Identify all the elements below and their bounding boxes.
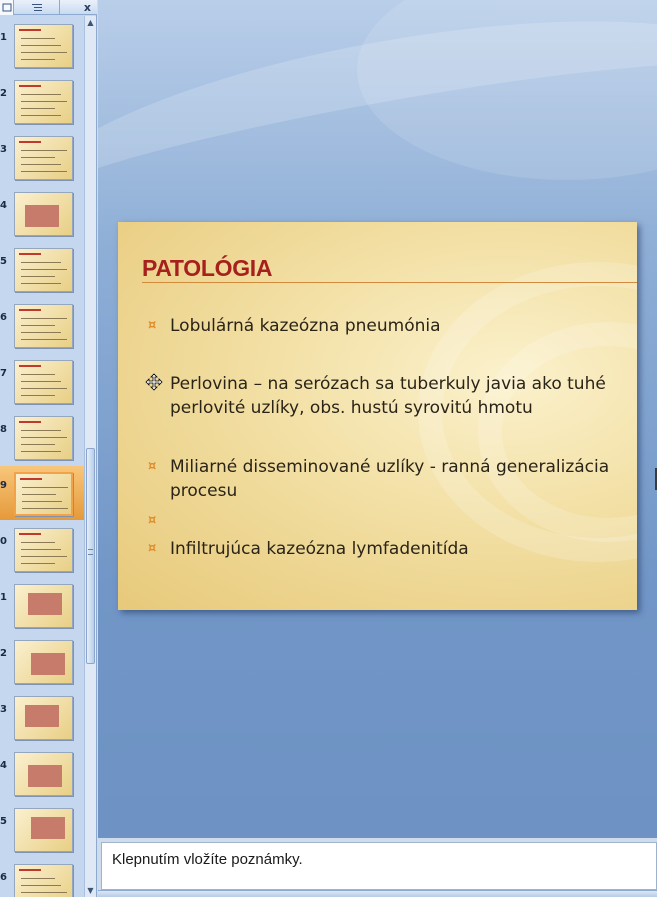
bullet-item[interactable] [148,372,618,420]
slide-editing-area [98,0,657,838]
scroll-up-arrow-icon[interactable]: ▲ [87,18,94,27]
slide-thumbnail-row[interactable] [0,130,84,180]
slide-thumbnail[interactable] [14,360,73,404]
slide-number: 4 [0,200,7,211]
slide-title[interactable]: PATOLÓGIA [142,255,273,281]
thumbnail-text-line [21,52,67,53]
thumbnail-text-line [21,381,61,382]
bullet-item[interactable] [148,455,618,503]
notes-placeholder: Klepnutím vložíte poznámky. [112,851,303,868]
tab-outline[interactable] [14,0,60,15]
thumbnail-text-line [21,269,67,270]
slide-thumbnail[interactable] [14,80,73,124]
slide-thumbnail-row[interactable] [0,690,84,740]
slide-number: 6 [0,312,7,323]
slide-thumbnail[interactable] [14,696,73,740]
slide-thumbnail[interactable] [14,584,73,628]
bullet-marker-icon: ¤ [148,513,157,528]
thumbnail-text-line [21,325,55,326]
slide-thumbnail[interactable] [14,472,73,516]
thumbnail-text-line [21,563,55,564]
scroll-grip-icon [88,549,93,555]
thumbnail-text-line [21,451,61,452]
thumbnail-title-line [20,478,42,480]
thumbnail-text-line [21,892,67,893]
thumbnail-scrollbar[interactable] [84,16,96,897]
thumbnail-title-line [19,533,41,535]
thumbnail-image [28,593,62,615]
slide-thumbnail[interactable] [14,528,73,572]
thumbnail-text-line [21,38,55,39]
thumbnail-title-line [19,309,41,311]
thumbnail-text-line [21,332,61,333]
slide-number: 4 [0,760,7,771]
bullet-marker-icon: ¤ [148,459,157,474]
slide-number: 1 [0,592,7,603]
thumbnail-text-line [21,59,55,60]
slide-thumbnail-row[interactable] [0,18,84,68]
slide-thumbnail[interactable] [14,24,73,68]
thumbnail-text-line [21,444,55,445]
thumbnail-image [28,765,62,787]
bullet-marker-icon: ¤ [148,318,157,333]
thumbnail-text-line [21,388,67,389]
slide-thumbnail[interactable] [14,416,73,460]
thumbnail-text-line [21,171,67,172]
thumbnail-text-line [21,150,67,151]
slide-thumbnail-row[interactable] [0,466,84,520]
thumbnail-text-line [21,339,67,340]
slide-thumbnail-row[interactable] [0,186,84,236]
thumbnail-text-line [22,487,68,488]
slide-thumbnail[interactable] [14,304,73,348]
slide-number: 9 [0,480,7,491]
thumbnail-text-line [21,101,67,102]
bullet-item[interactable] [148,537,618,561]
thumbnail-text-line [21,878,55,879]
thumbnail-image [25,705,59,727]
thumbnail-list [0,16,84,897]
thumbnail-text-line [21,542,55,543]
slide-number: 2 [0,648,7,659]
thumbnail-image [25,205,59,227]
current-slide[interactable] [118,222,637,610]
thumbnail-text-line [21,885,61,886]
slide-number: 0 [0,536,7,547]
thumbnail-text-line [22,494,56,495]
thumbnail-text-line [21,374,55,375]
thumbnail-title-line [19,365,41,367]
thumbnail-title-line [19,29,41,31]
thumbnail-text-line [21,318,67,319]
slide-thumbnail-row[interactable] [0,354,84,404]
thumbnail-text-line [21,94,61,95]
pane-tabs [0,0,97,15]
thumbnail-title-line [19,253,41,255]
slide-thumbnail[interactable] [14,864,73,897]
thumbnail-text-line [21,115,61,116]
slide-thumbnail-row[interactable] [0,746,84,796]
bullet-text: Miliarné disseminované uzlíky - ranná generalizácia procesu [170,457,610,501]
thumbnail-text-line [22,501,62,502]
thumbnail-title-line [19,85,41,87]
slide-thumbnail[interactable] [14,192,73,236]
title-rule [142,282,637,283]
thumbnail-text-line [21,437,67,438]
bullet-text: Perlovina – na serózach sa tuberkuly javia ako tuhé perlovité uzlíky, obs. hustú syrovitú hmotu [170,374,606,418]
slide-thumbnail-row[interactable] [0,242,84,292]
thumbnail-text-line [21,430,61,431]
slide-thumbnail[interactable] [14,640,73,684]
slide-thumbnail-row[interactable] [0,802,84,852]
thumbnail-text-line [21,262,61,263]
thumbnail-text-line [21,556,67,557]
slide-number: 5 [0,816,7,827]
bullet-marker-icon: ¤ [148,541,157,556]
thumbnail-image [31,817,65,839]
bullet-text: Lobulárná kazeózna pneumónia [170,316,441,336]
thumbnail-text-line [21,549,61,550]
slide-number: 1 [0,32,7,43]
slide-number: 3 [0,144,7,155]
slide-thumbnail[interactable] [14,808,73,852]
slide-thumbnail-row[interactable] [0,634,84,684]
close-pane-icon[interactable]: x [83,1,91,14]
slide-number: 8 [0,424,7,435]
thumbnail-text-line [21,283,61,284]
thumbnail-text-line [22,508,68,509]
tab-slides[interactable] [0,0,14,15]
bullet-text: Infiltrujúca kazeózna lymfadenitída [170,539,469,559]
scrollbar-thumb[interactable] [86,448,95,664]
slide-thumbnail-row[interactable] [0,522,84,572]
notes-pane[interactable] [101,842,657,890]
slide-number: 6 [0,872,7,883]
slide-thumbnail[interactable] [14,752,73,796]
thumbnail-text-line [21,276,55,277]
thumbnail-text-line [21,164,61,165]
slide-thumbnail[interactable] [14,136,73,180]
thumbnail-image [31,653,65,675]
slide-number: 5 [0,256,7,267]
slide-thumbnail-row[interactable] [0,74,84,124]
slide-thumbnail-row[interactable] [0,858,84,897]
move-cursor-icon [145,373,163,391]
slide-number: 7 [0,368,7,379]
slides-tab-icon [2,3,12,12]
slide-thumbnail[interactable] [14,248,73,292]
thumbnail-text-line [21,108,55,109]
scroll-down-arrow-icon[interactable]: ▼ [87,886,94,895]
thumbnail-text-line [21,45,61,46]
slide-number: 2 [0,88,7,99]
outline-tab-icon [31,3,43,12]
slide-thumbnail-row[interactable] [0,298,84,348]
slide-thumbnail-row[interactable] [0,578,84,628]
thumbnail-text-line [21,395,55,396]
slide-thumbnail-row[interactable] [0,410,84,460]
status-bar [98,890,657,897]
slides-pane [0,0,97,897]
thumbnail-title-line [19,421,41,423]
thumbnail-title-line [19,869,41,871]
thumbnail-text-line [21,157,55,158]
slide-number: 3 [0,704,7,715]
thumbnail-title-line [19,141,41,143]
bullet-item[interactable] [148,314,618,338]
